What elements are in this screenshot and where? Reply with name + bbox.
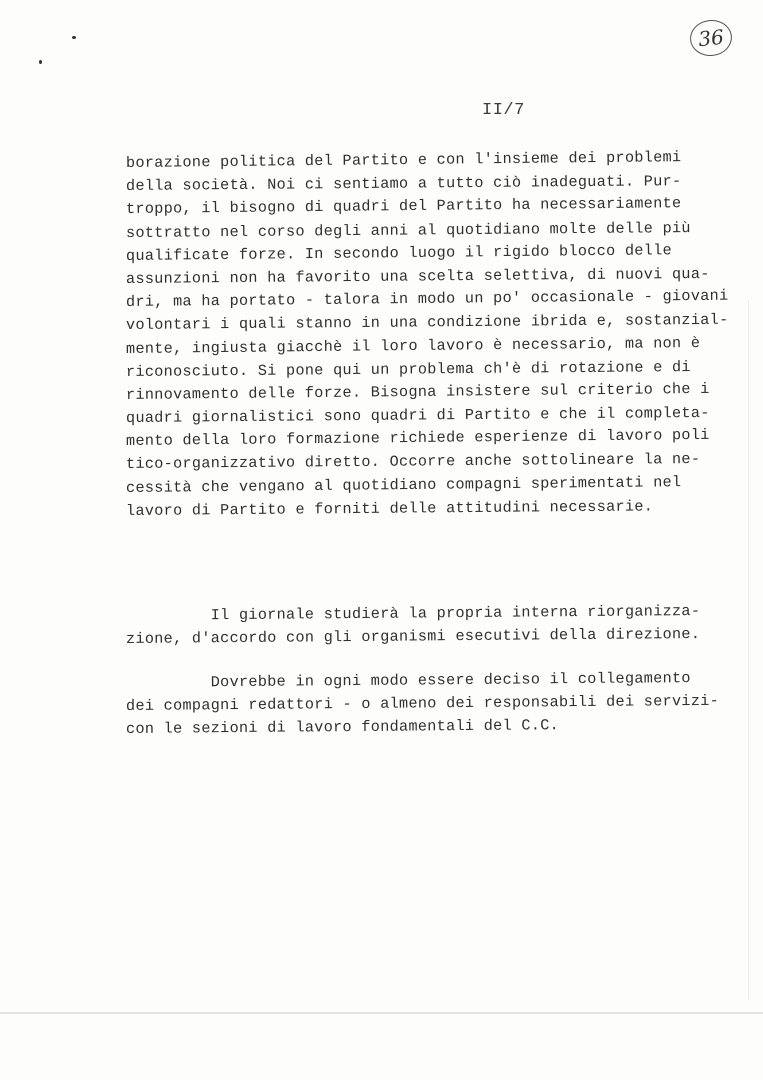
text-line: volontari i quali stanno in una condizione ibrida e, sostanzial- [125,311,729,335]
page-number-stamp-text: 36 [697,24,725,52]
text-line: dei compagni redattori - o almeno dei responsabili dei servizi- [125,692,720,716]
paragraph-2 [125,601,746,651]
text-line: dri, ma ha portato - talora in modo un po' occasionale - giovani [125,286,729,312]
text-line: mente, ingiusta giacchè il loro lavoro è necessario, ma non è [125,333,701,358]
text-line: mento della loro formazione richiede esperienze di lavoro poli [125,426,710,451]
text-line: lavoro di Partito e forniti delle attitudini necessarie. [125,497,654,520]
text-line: Dovrebbe in ogni modo essere deciso il collegamento [125,669,691,692]
text-line: zione, d'accordo con gli organismi esecutivi della direzione. [125,625,701,649]
text-line: troppo, il bisogno di quadri del Partito ha necessariamente [125,194,682,219]
text-line: sottratto nel corso degli anni al quotidiano molte delle più [125,218,691,242]
text-line: della società. Noi ci sentiamo a tutto ciò inadeguati. Pur- [125,172,682,196]
text-line: quadri giornalistici sono quadri di Partito e che il completa- [125,403,710,428]
scan-edge [748,300,749,1000]
paragraph-3 [125,669,746,742]
text-line: tico-organizzativo diretto. Occorre anche sottolineare la ne- [125,450,701,474]
text-line: cessità che vengano al quotidiano compagni sperimentati nel [125,472,682,497]
paragraph-1 [125,148,746,523]
scan-edge [0,1012,763,1014]
text-line: borazione politica del Partito e con l'insieme dei problemi [125,148,682,172]
page-number-stamp [688,18,734,58]
text-line: con le sezioni di lavoro fondamentali del C.C. [125,716,560,739]
text-line: qualificate forze. In secondo luogo il rigido blocco delle [125,241,673,265]
scan-speck [72,36,76,39]
text-line: Il giornale studierà la propria interna riorganizza- [125,601,701,625]
scan-speck [39,60,42,64]
text-line: rinnovamento delle forze. Bisogna insistere sul criterio che i [125,379,710,404]
section-number: II/7 [482,101,525,120]
text-line: riconosciuto. Si pone qui un problema ch'è di rotazione e di [125,357,691,381]
text-line: assunzioni non ha favorito una scelta selettiva, di nuovi qua- [125,264,710,288]
